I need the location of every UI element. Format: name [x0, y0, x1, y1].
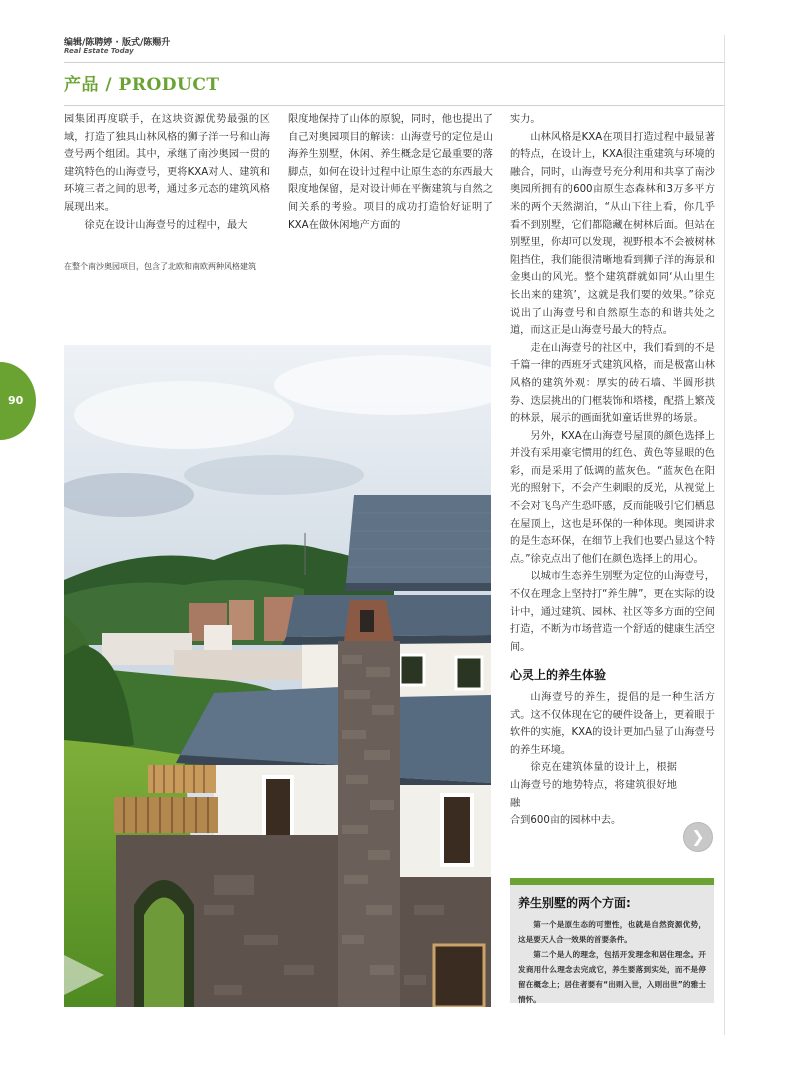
paragraph: 走在山海壹号的社区中，我们看到的不是千篇一律的西班牙式建筑风格，而是极富山林风格的建筑外观：厚实的砖石墙、半圆形拱券、迭层挑出的门框装饰和塔楼，配搭上繁茂的林景，展示的画面犹如童话世界的场景。 — [510, 342, 715, 425]
sidebar-title: 养生别墅的两个方面: — [518, 896, 631, 910]
paragraph: 山林风格是KXA在项目打造过程中最显著的特点，在设计上，KXA很注重建筑与环境的融合，同时，山海壹号充分利用和共享了南沙奥园所拥有的600亩原生态森林和3万多平方米的两个天然湖泊，“从山下往上看，你几乎看不到别墅，它们都隐藏在树林后面。但站在别墅里，你却可以发现，视野根本不会被树林阻挡住，我们能很清晰地看到狮子洋的海景和金奥山的风光。整个建筑群就如同‘从山里生长出来的建筑’，这就是我们要的效果。”徐克说出了山海壹号和自然原生态的和谐共处之道，而这正是山海壹号最大的特点。 — [510, 131, 715, 337]
photo-caption: 在整个南沙奥园项目，包含了北欧和南欧两种风格建筑 — [64, 262, 256, 271]
article-subheading: 心灵上的养生体验 — [510, 668, 607, 683]
paragraph: 另外，KXA在山海壹号屋顶的颜色选择上并没有采用豪宅惯用的红色、黄色等显眼的色彩，而是采用了低调的蓝灰色。“蓝灰色在阳光的照射下，不会产生刺眼的反光，从视觉上不会对飞鸟产生恐吓感，反而能吸引它们栖息在屋顶上，这也是环保的一种体现。奥园讲求的是生态环保，在细节上我们也要凸显这个特点。”徐克点出了他们在颜色选择上的用心。 — [510, 430, 715, 565]
villa-photo — [64, 345, 491, 1007]
paragraph: 徐克在设计山海壹号的过程中，最大 — [84, 219, 248, 231]
paragraph: 园集团再度联手，在这块资源优势最强的区域，打造了独具山林风格的狮子洋一号和山海壹号两个组团。其中，承继了南沙奥园一贯的建筑特色的山海壹号，更将KXA对人、建筑和环境三者之间的思考，通过多元态的建筑风格展现出来。 — [64, 114, 270, 213]
paragraph: 徐克在建筑体量的设计上，根据山海壹号的地势特点，将建筑很好地融 — [510, 762, 677, 809]
paragraph: 山海壹号的养生，提倡的是一种生活方式。这不仅体现在它的硬件设备上，更着眼于软件的实施，KXA的设计更加凸显了山海壹号的养生环境。 — [510, 692, 715, 756]
paragraph: 以城市生态养生别墅为定位的山海壹号，不仅在理念上坚持打“养生牌”，更在实际的设计中，通过建筑、园林、社区等多方面的空间打造，不断为市场营造一个舒适的健康生活空间。 — [510, 571, 715, 653]
publication-name: Real Estate Today — [64, 47, 134, 55]
chevron-right-icon: ❯ — [683, 822, 713, 852]
title-divider — [64, 105, 724, 106]
header-divider — [64, 62, 724, 63]
article-column-1 — [64, 111, 270, 234]
section-title: 产品 / PRODUCT — [64, 75, 220, 95]
article-column-2 — [288, 111, 493, 234]
margin-divider — [724, 35, 725, 1035]
sidebar-paragraph: 第一个是原生态的可塑性，也就是自然资源优势，这是要天人合一效果的首要条件。 — [518, 920, 706, 944]
sidebar-box — [510, 878, 714, 1003]
paragraph: 合到600亩的园林中去。 — [510, 815, 622, 827]
paragraph: 实力。 — [510, 114, 541, 125]
sidebar-body — [518, 917, 706, 1007]
header-credit: 编辑/陈聘婷 · 版式/陈赐升 — [64, 38, 171, 48]
page-number: 90 — [8, 394, 24, 407]
sidebar-paragraph: 第二个是人的理念，包括开发理念和居住理念。开发商用什么理念去完成它，养生要落到实处，而不是停留在概念上；居住者要有“出则入世，入则出世”的雅士情怀。 — [518, 950, 706, 1004]
article-column-3 — [510, 111, 715, 830]
paragraph: 限度地保持了山体的原貌，同时，他也提出了自己对奥园项目的解读：山海壹号的定位是山海养生别墅，休闲、养生概念是它最重要的落脚点，如何在设计过程中让原生态的东西最大限度地保留，是对设计师在平衡建筑与自然之间关系的考验。项目的成功打造恰好证明了KXA在做休闲地产方面的 — [288, 114, 493, 231]
